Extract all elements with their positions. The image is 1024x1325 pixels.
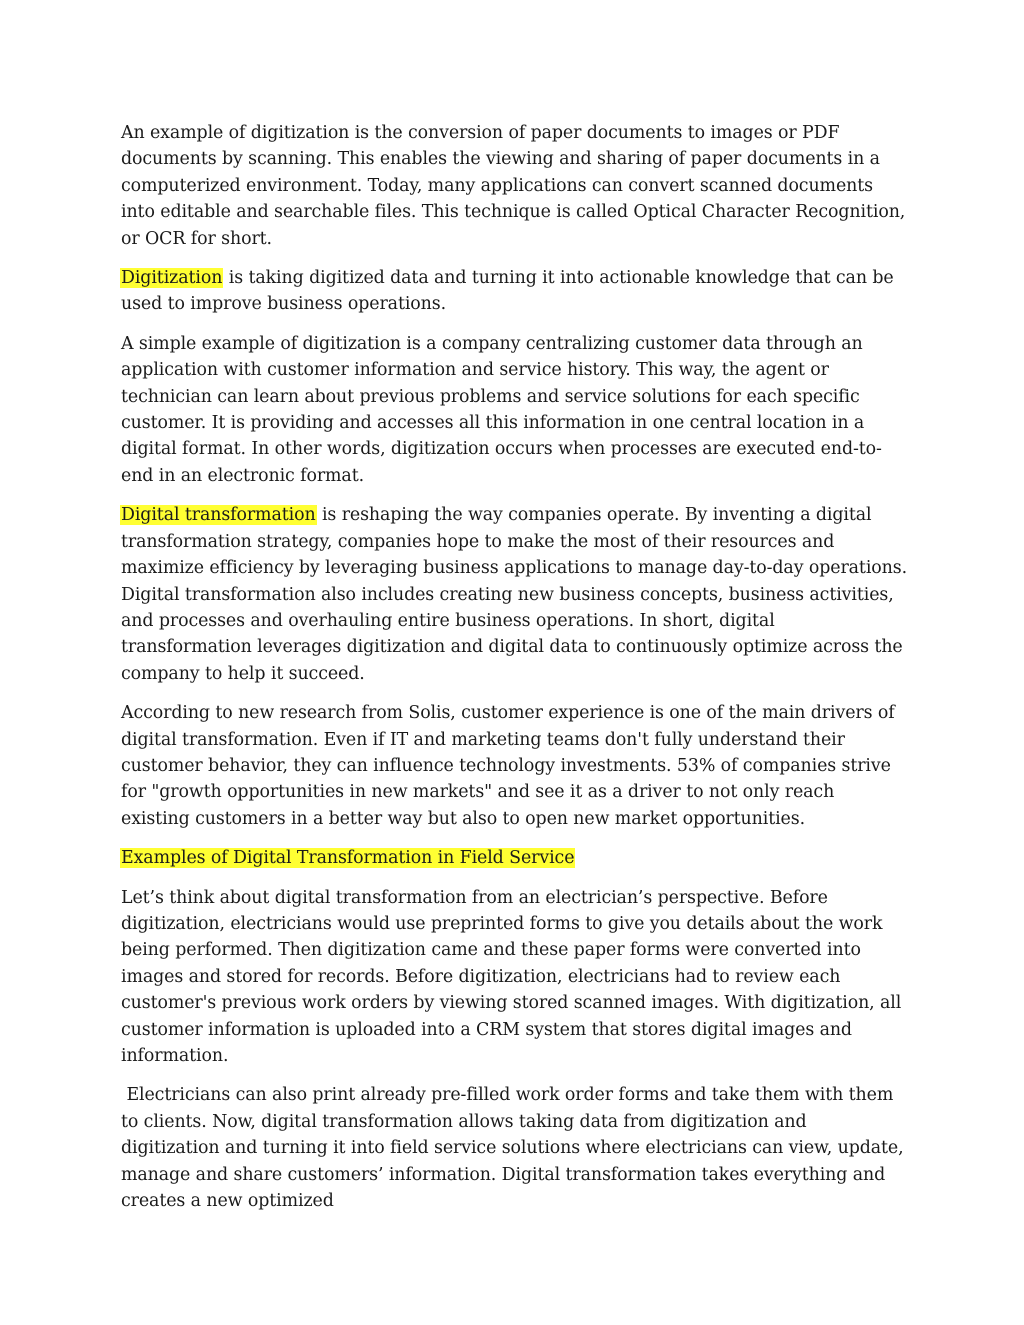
paragraph-digitization-definition	[121, 265, 907, 318]
paragraph-text: is taking digitized data and turning it into actionable knowledge that can be used to improve business operations.	[121, 268, 894, 315]
paragraph-text: is reshaping the way companies operate. By inventing a digital transformation strategy, companies hope to make the most of their resources and maximize efficiency by leveraging business applications to manage day-to-day operations. Digital transformation also includes creating new business concepts, business activities, and processes and overhauling entire business operations. In short, digital transformation leverages digitization and digital data to continuously optimize across the company to help it succeed.	[121, 505, 907, 684]
section-heading	[121, 845, 907, 871]
document-page	[121, 120, 907, 1227]
paragraph-electrician-forms: Electricians can also print already pre-filled work order forms and take them with them to clients. Now, digital transformation allows taking data from digitization and digitization and turning it into field service solutions where electricians can view, update, manage and share customers’ information. Digital transformation takes everything and creates a new optimized	[121, 1085, 909, 1212]
highlighted-term-digital-transformation: Digital transformation	[121, 505, 316, 526]
paragraph-ocr: An example of digitization is the conversion of paper documents to images or PDF documents by scanning. This enables the viewing and sharing of paper documents in a computerized environment. Today, many applications can convert scanned documents into editable and searchable files. This technique is called Optical Character Recognition, or OCR for short.	[121, 123, 906, 249]
paragraph-electrician-perspective: Let’s think about digital transformation from an electrician’s perspective. Before digitization, electricians would use preprinted forms to give you details about the work being performed. Then digitization came and these paper forms were converted into images and stored for records. Before digitization, electricians had to review each customer's previous work orders by viewing stored scanned images. With digitization, all customer information is uploaded into a CRM system that stores digital images and information.	[121, 887, 902, 1066]
highlighted-heading: Examples of Digital Transformation in Field Service	[121, 848, 575, 869]
paragraph-digital-transformation	[121, 502, 907, 687]
highlighted-term-digitization: Digitization	[121, 268, 223, 289]
paragraph-digitization-example: A simple example of digitization is a company centralizing customer data through an application with customer information and service history. This way, the agent or technician can learn about previous problems and service solutions for each specific customer. It is providing and accesses all this information in one central location in a digital format. In other words, digitization occurs when processes are executed end-to-end in an electronic format.	[121, 333, 882, 486]
paragraph-solis-research: According to new research from Solis, customer experience is one of the main drivers of digital transformation. Even if IT and marketing teams don't fully understand their customer behavior, they can influence technology investments. 53% of companies strive for "growth opportunities in new markets" and see it as a driver to not only reach existing customers in a better way but also to open new market opportunities.	[121, 703, 895, 829]
